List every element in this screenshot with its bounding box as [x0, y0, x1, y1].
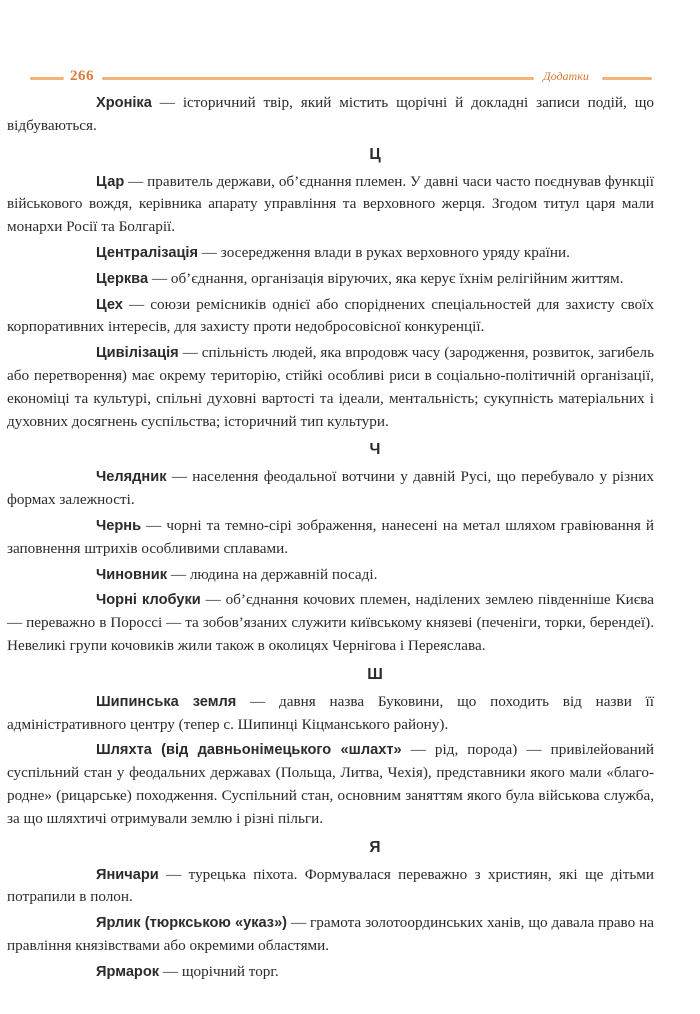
glossary-definition: — давня назва Буковини, що походить від назви її адміністративного центру (тепер с. Шипинці Кіцманського району).	[7, 692, 655, 733]
glossary-term: Хроніка	[96, 95, 152, 111]
glossary-entry	[7, 589, 654, 657]
glossary-term: Цех	[96, 296, 123, 313]
glossary-definition: — чорні та темно-сірі зображення, нанесені на метал шляхом гравіювання й заповнення штрихів особливими сплавами.	[7, 516, 654, 557]
glossary-definition: — турецька піхота. Формувалася переважно з християн, які ще дітьми потрапили в полон.	[7, 865, 654, 906]
glossary-term: Шляхта (від давньонімецького «шлахт»	[96, 742, 402, 759]
glossary-definition: — рід, порода) — привілейований суспільний стан у феодальних державах (Польща, Литва, Чехія), представники якого мали «благо-родне» (рицарське) походження. Суспільний стан, основним заняттям якого була військова служба, за що шляхтичі отримували землю і різні пільги.	[7, 741, 654, 827]
glossary-content	[7, 92, 655, 987]
glossary-definition: — людина на державній посаді.	[167, 565, 378, 583]
glossary-definition: — грамота золотоординських ханів, що давала право на правління князівствами або окремими областями.	[7, 914, 654, 954]
glossary-entry	[7, 912, 654, 958]
glossary-term: Чиновник	[96, 566, 168, 583]
section-title: Додатки	[543, 69, 589, 83]
glossary-definition: — зосередження влади в руках верховного уряду країни.	[198, 243, 570, 261]
glossary-entry	[7, 171, 654, 239]
glossary-definition: — населення феодальної вотчини у давній Русі, що перебувало у різних формах залежності.	[7, 468, 654, 509]
letter-heading: Я	[369, 838, 381, 856]
glossary-term: Цар	[96, 173, 125, 190]
glossary-definition: — союзи ремісників однієї або споріднених спеціальностей для захисту своїх корпоративних інтересів, для захисту проти недобросовісної конкуренції.	[7, 295, 654, 336]
glossary-term: Цивілізація	[96, 345, 179, 362]
glossary-term: Ярлик (тюркською «указ»)	[96, 915, 288, 932]
glossary-entry	[7, 864, 654, 910]
glossary-term: Челядник	[96, 469, 167, 486]
glossary-term: Ярмарок	[96, 963, 160, 980]
glossary-definition: — правитель держави, об’єднання племен. У давні часи часто поєднував функції військового вождя, керівника апарату управління та верховного жерця. Згодом титул царя мали монархи Росії та Болгарії.	[7, 172, 654, 236]
glossary-definition: — історичний твір, який містить щорічні й докладні записи подій, що відбуваються.	[7, 94, 654, 134]
glossary-definition: — щорічний торг.	[159, 962, 279, 980]
glossary-definition: — спільність людей, яка впродовж часу (зародження, розвиток, загибель або перетворення) має окрему територію, стійкі особливі риси в соціально-політичній організації, економіці та культурі, спільні духовні вартості та ідеали, ментальність; сукупність матеріальних і духовних досягнень суспільства; історичний тип культури.	[7, 344, 654, 430]
header-rule-right	[602, 77, 652, 80]
glossary-entry	[7, 691, 654, 737]
glossary-entry	[7, 466, 654, 512]
glossary-entry	[7, 242, 654, 265]
glossary-definition: — об’єднання кочових племен, наділених землею південніше Києва — переважно в Пороссі — та зобов’язаних служити київському князеві (печеніги, торки, берендеї). Невеликі групи кочовиків жили також в околицях Чернігова і Переяслава.	[7, 591, 654, 654]
glossary-entry	[7, 92, 654, 138]
glossary-entry	[7, 515, 654, 561]
glossary-term: Шипинська земля	[96, 693, 237, 710]
glossary-entry	[7, 564, 654, 587]
glossary-entry	[7, 961, 654, 984]
letter-heading: Ч	[369, 441, 381, 459]
glossary-entry	[7, 739, 654, 830]
letter-heading: Ц	[369, 145, 381, 163]
letter-heading: Ш	[367, 665, 383, 683]
glossary-entry	[7, 294, 654, 340]
header-rule-left	[30, 77, 64, 80]
page-number: 266	[70, 68, 94, 84]
glossary-term: Яничари	[96, 866, 159, 883]
glossary-term: Чорні клобуки	[96, 592, 201, 609]
glossary-term: Церква	[96, 270, 149, 287]
glossary-entry	[7, 268, 654, 291]
header-rule-middle	[102, 77, 534, 80]
glossary-term: Чернь	[96, 517, 142, 534]
glossary-term: Централізація	[96, 244, 198, 261]
glossary-entry	[7, 342, 654, 433]
glossary-definition: — об’єднання, організація віруючих, яка керує їхнім релігійним життям.	[148, 269, 624, 287]
page-header	[30, 68, 670, 88]
